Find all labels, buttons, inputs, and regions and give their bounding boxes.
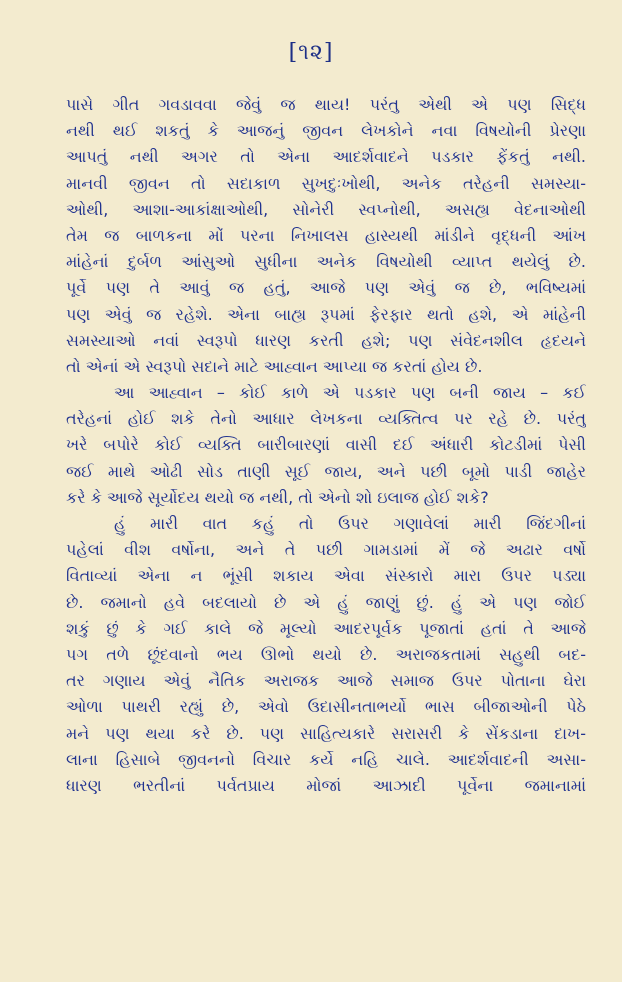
body-text — [66, 92, 586, 799]
text-line: ખરે બપોરે કોઈ વ્યક્તિ બારીબારણાં વાસી દઈ અંધારી કોટડીમાં પેસી — [66, 435, 586, 455]
text-line: નથી થઈ શકતું કે આજનું જીવન લેખકોને નવા વિષયોની પ્રેરણા — [66, 121, 586, 141]
text-line: મને પણ થયા કરે છે. પણ સાહિત્યકારે સરાસરી કે સેંકડાના દાખ- — [66, 723, 586, 743]
text-line: પૂર્વે પણ તે આવું જ હતું, આજે પણ એવું જ છે, ભવિષ્યમાં — [66, 278, 586, 298]
text-line: આપતું નથી અગર તો એના આદર્શવાદને પડકાર ફેંકતું નથી. — [66, 147, 586, 167]
text-line: પાસે ગીત ગવડાવવા જેવું જ થાય! પરંતુ એથી એ પણ સિદ્ધ — [66, 95, 586, 114]
page-number: [૧૨] — [288, 40, 334, 65]
text-line: હું મારી વાત કહું તો ઉપર ગણાવેલાં મારી જિંદગીનાં — [114, 514, 586, 533]
text-line: આ આહ્વાન – કોઈ કાળે એ પડકાર પણ બની જાય – કઈ — [114, 383, 586, 403]
text-line: માનવી જીવન તો સદાકાળ સુખદુઃખોથી, અનેક તરેહની સમસ્યા- — [66, 173, 586, 193]
text-line: તરેહનાં હોઈ શકે તેનો આધાર લેખકના વ્યક્તિત્વ પર રહે છે. પરંતુ — [66, 409, 586, 429]
text-line: સમસ્યાઓ નવાં સ્વરૂપો ધારણ કરતી હશે; પણ સંવેદનશીલ હૃદયને — [66, 330, 586, 350]
text-line: ધારણ ભરતીનાં પર્વતપ્રાય મોજાં આઝાદી પૂર્વેના જમાનામાં — [66, 775, 586, 795]
text-line: તર ગણાય એવું નૈતિક અરાજક આજે સમાજ ઉપર પોતાના ઘેરા — [66, 671, 586, 691]
text-line: વિતાવ્યાં એના ન ભૂંસી શકાય એવા સંસ્કારો મારા ઉપર પડ્યા — [66, 566, 586, 586]
text-line: કરે કે આજે સૂર્યોદય થયો જ નથી, તો એનો શો ઇલાજ હોઈ શકે? — [66, 487, 489, 507]
text-line: શકું છું કે ગઈ કાલે જે મૂલ્યો આદરપૂર્વક પૂજાતાં હતાં તે આજે — [66, 618, 586, 638]
paragraph-1 — [66, 92, 586, 380]
text-line: લાના હિસાબે જીવનનો વિચાર કર્યે નહિ ચાલે. આદર્શવાદની અસા- — [66, 749, 586, 769]
paragraph-3 — [66, 511, 586, 799]
text-line: તેમ જ બાળકના મોં પરના નિખાલસ હાસ્યથી માંડીને વૃદ્ધની આંખ — [66, 225, 586, 245]
text-line: પહેલાં વીશ વર્ષોના, અને તે પછી ગામડામાં મેં જે અઢાર વર્ષો — [66, 540, 586, 560]
text-line: પગ તળે છૂંદવાનો ભય ઊભો થયો છે. અરાજકતામાં સહુથી બદ- — [66, 644, 586, 664]
text-line: ઓથી, આશા-આકાંક્ષાઓથી, સોનેરી સ્વપ્નોથી, અસહ્ય વેદનાઓથી — [66, 199, 586, 219]
text-line: જઈ માથે ઓઢી સોડ તાણી સૂઈ જાય, અને પછી બૂમો પાડી જાહેર — [66, 461, 586, 481]
text-line: માંહેનાં દુર્બળ આંસુઓ સુધીના અનેક વિષયોથી વ્યાપ્ત થયેલું છે. — [66, 252, 586, 272]
paragraph-2 — [66, 380, 586, 511]
text-line: ઓળા પાથરી રહ્યું છે, એવો ઉદાસીનતાભર્યો ભાસ બીજાઓની પેઠે — [66, 697, 586, 717]
text-line: પણ એવું જ રહેશે. એના બાહ્ય રૂપમાં ફેરફાર થતો હશે, એ માંહેની — [66, 304, 586, 324]
text-line: છે. જમાનો હવે બદલાયો છે એ હું જાણું છું. હું એ પણ જોઈ — [66, 592, 586, 612]
text-line: તો એનાં એ સ્વરૂપો સદાને માટે આહ્વાન આપ્યા જ કરતાં હોય છે. — [66, 356, 483, 376]
